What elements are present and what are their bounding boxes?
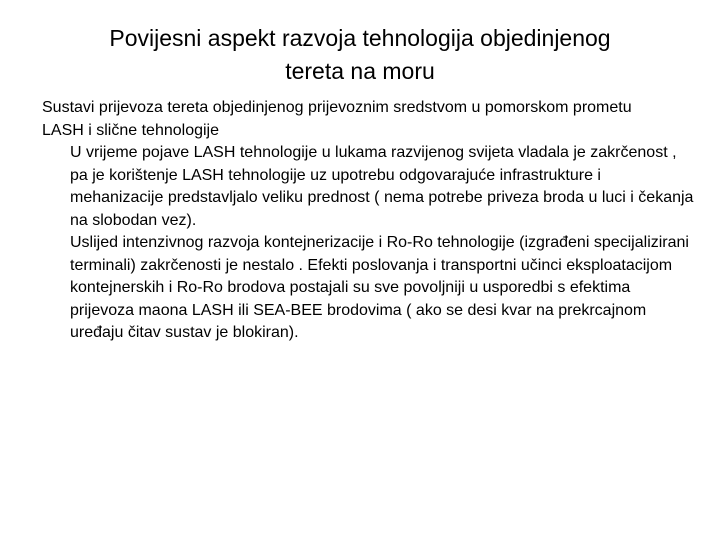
slide-title bbox=[20, 22, 700, 88]
sub-bullet-kontejnerizacija: Uslijed intenzivnog razvoja kontejnerizacije i Ro-Ro tehnologije (izgrađeni specijalizirani terminali) zakrčenosti je nestalo . Efekti poslovanja i transportni učinci eksploatacijom kontejnerskih i Ro-Ro brodova postajali su sve povoljniji u usporedbi s efektima prijevoza maona LASH ili SEA-BEE brodovima ( ako se desi kvar na prekrcajnom uređaju čitav sustav je blokiran). bbox=[70, 234, 689, 341]
slide-title-line-1: Povijesni aspekt razvoja tehnologija objedinjenog bbox=[109, 25, 611, 51]
bullet-lash-tehnologije: LASH i slične tehnologije bbox=[42, 121, 219, 139]
slide-body bbox=[42, 97, 697, 345]
bullet-sustavi-prijevoza: Sustavi prijevoza tereta objedinjenog prijevoznim sredstvom u pomorskom prometu bbox=[42, 99, 632, 116]
sub-bullet-zakrcenost: U vrijeme pojave LASH tehnologije u lukama razvijenog svijeta vladala je zakrčenost , pa je korištenje LASH tehnologije uz upotrebu odgovarajuće infrastrukture i mehanizacije predstavljalo veliku prednost ( nema potrebe priveza broda u luci i čekanja na slobodan vez). bbox=[70, 144, 694, 229]
slide-title-line-2: tereta na moru bbox=[285, 58, 435, 84]
